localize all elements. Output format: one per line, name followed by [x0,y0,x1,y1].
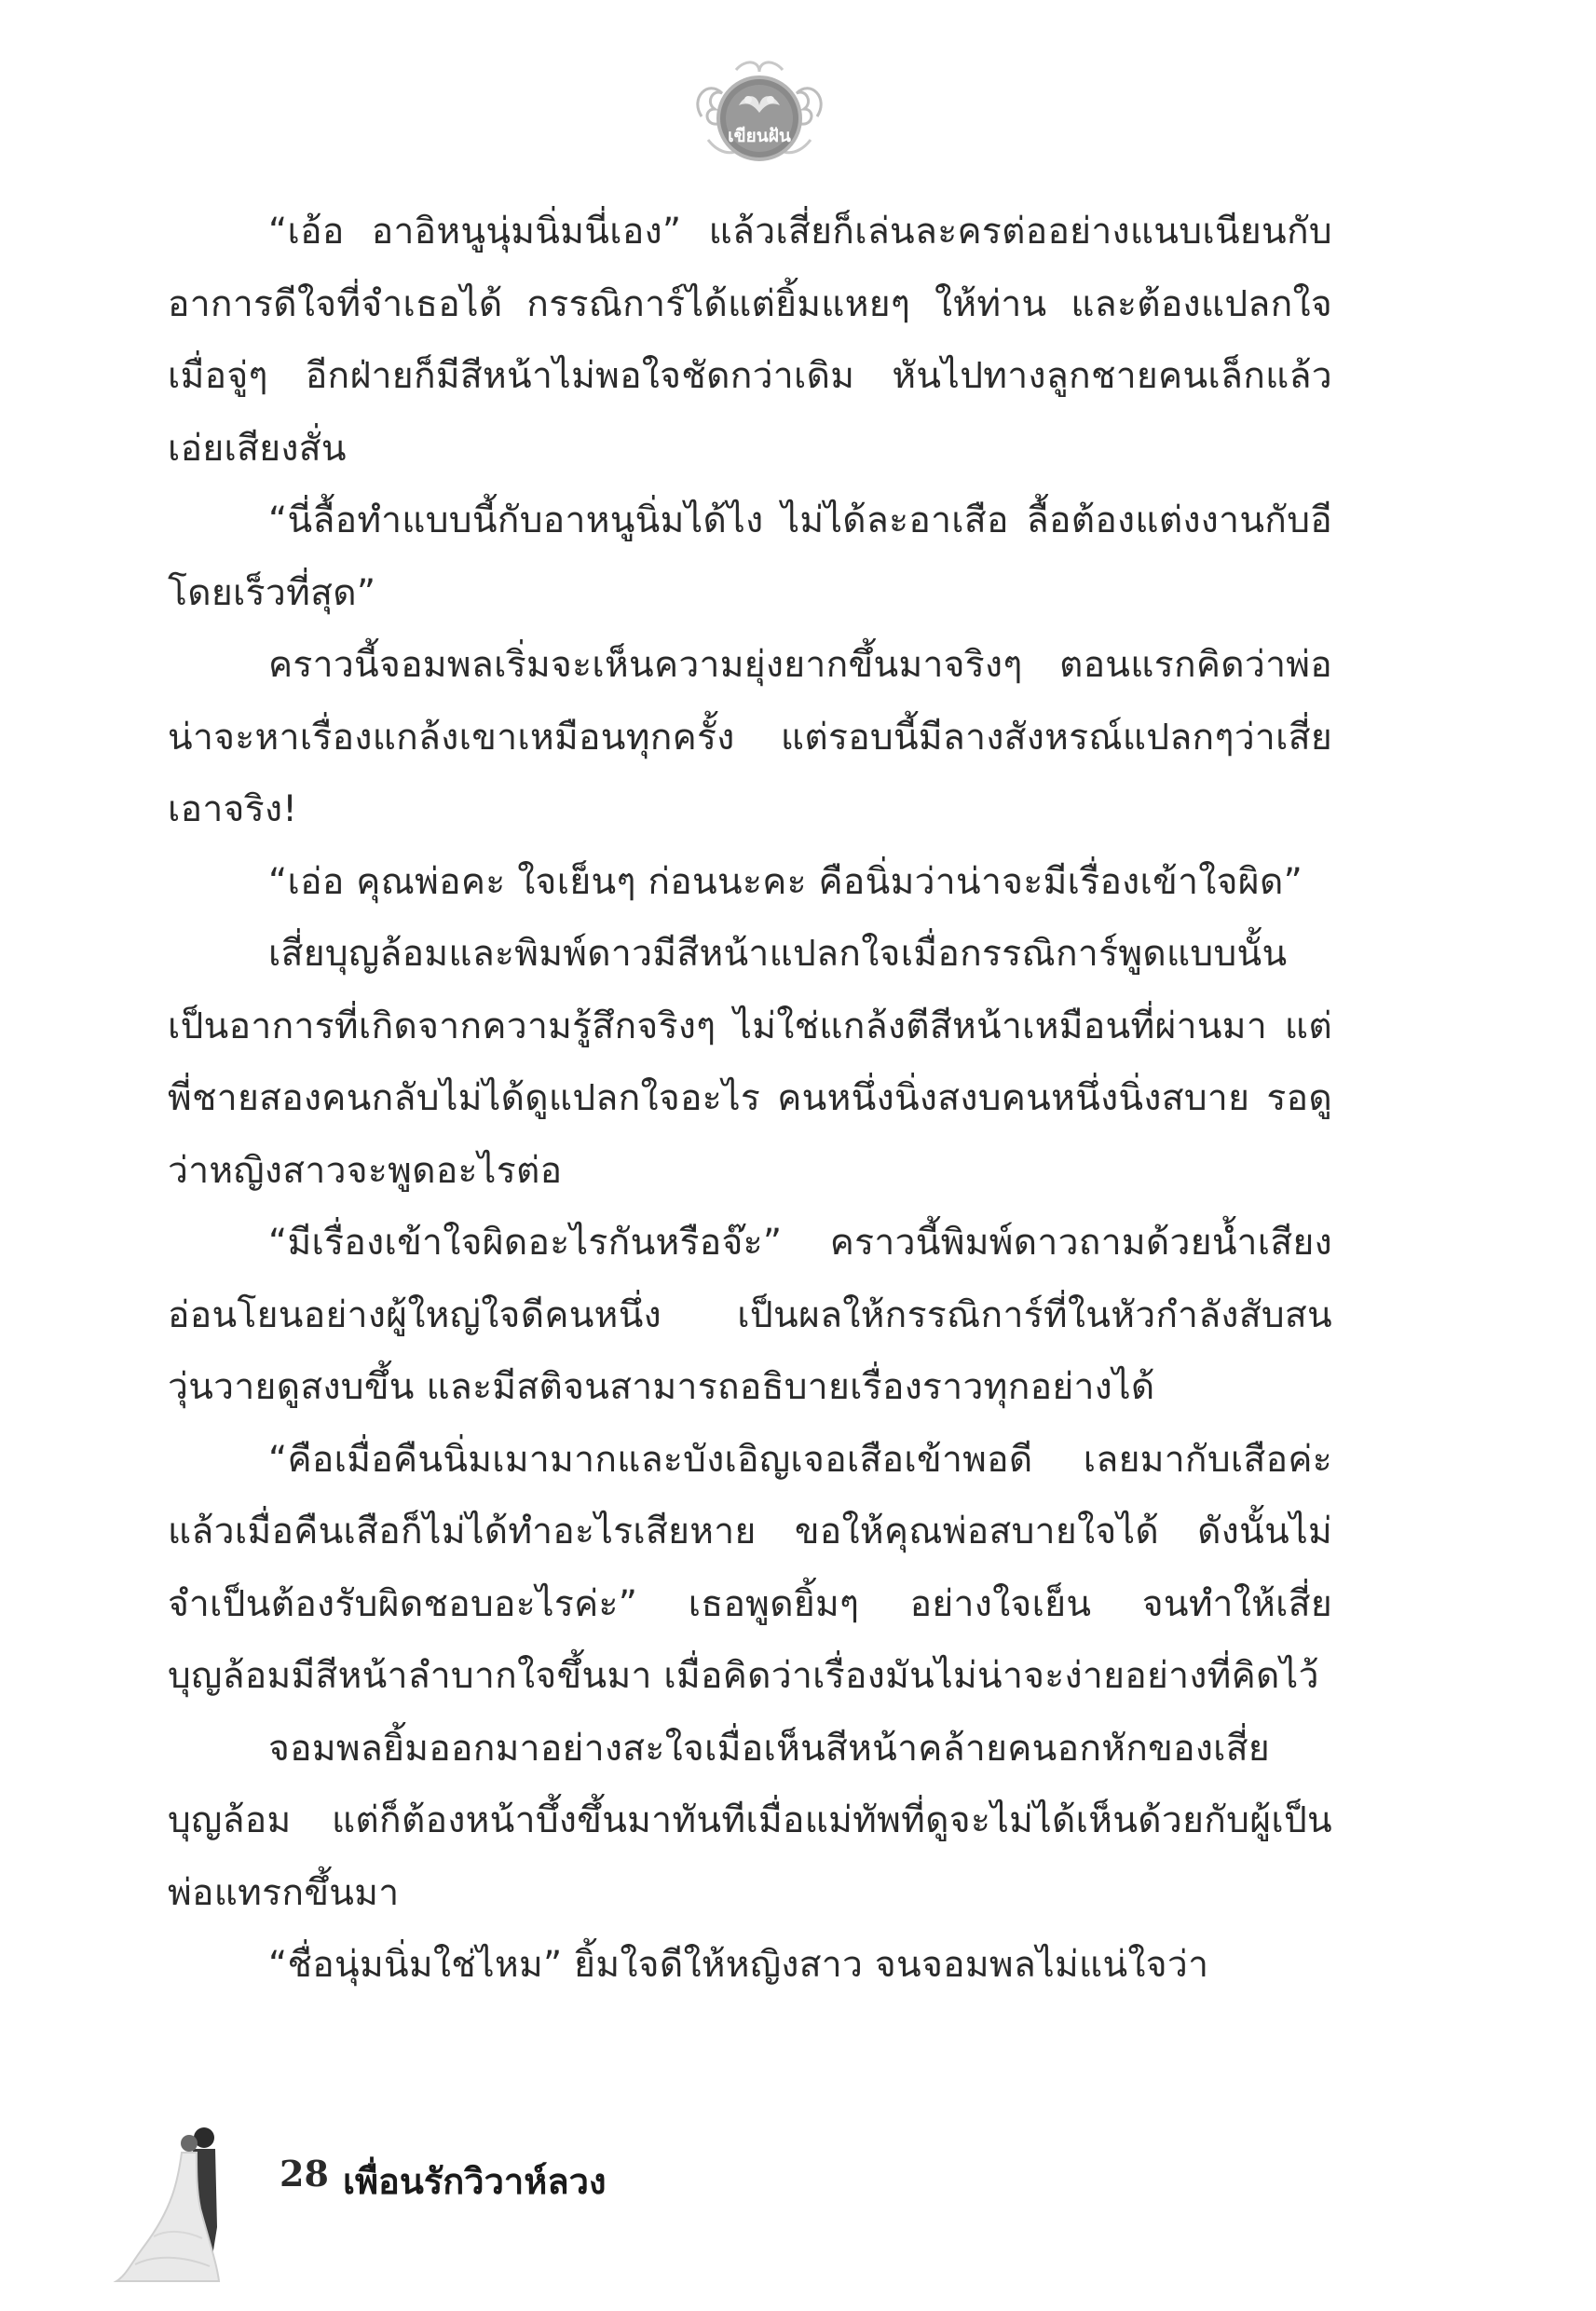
page-number: 28 [280,2153,329,2195]
publisher-logo-text: เขียนฝัน [728,126,791,146]
page-footer [84,2115,922,2283]
publisher-emblem-icon [685,51,834,182]
paragraph: “เอ้อ อาอิหนูนุ่มนิ่มนี่เอง” แล้วเสี่ยก็เล่นละครต่ออย่างแนบเนียนกับอาการดีใจที่จำเธอได้ กรรณิการ์ได้แต่ยิ้มแหยๆ ให้ท่าน และต้องแปลกใจเมื่อจู่ๆ อีกฝ่ายก็มีสีหน้าไม่พอใจชัดกว่าเดิม หันไปทางลูกชายคนเล็กแล้วเอ่ยเสียงสั่น [168,211,1332,470]
paragraph: “เอ่อ คุณพ่อคะ ใจเย็นๆ ก่อนนะคะ คือนิ่มว่าน่าจะมีเรื่องเข้าใจผิด” [268,860,1303,903]
book-title: เพื่อนรักวิวาห์ลวง [343,2161,607,2202]
bride-groom-icon [107,2115,275,2283]
paragraph: “นี่ลื้อทำแบบนี้กับอาหนูนิ่มได้ไง ไม่ได้ละอาเสือ ลื้อต้องแต่งงานกับอีโดยเร็วที่สุด” [168,499,1332,614]
publisher-logo [685,51,834,182]
paragraph: จอมพลยิ้มออกมาอย่างสะใจเมื่อเห็นสีหน้าคล้ายคนอกหักของเสี่ยบุญล้อม แต่ก็ต้องหน้าบึ้งขึ้นมาทันทีเมื่อแม่ทัพที่ดูจะไม่ได้เห็นด้วยกับผู้เป็นพ่อแทรกขึ้นมา [168,1727,1332,1914]
paragraph: “ชื่อนุ่มนิ่มใช่ไหม” ยิ้มใจดีให้หญิงสาว จนจอมพลไม่แน่ใจว่า [268,1944,1209,1986]
paragraph: คราวนี้จอมพลเริ่มจะเห็นความยุ่งยากขึ้นมาจริงๆ ตอนแรกคิดว่าพ่อน่าจะหาเรื่องแกล้งเขาเหมือนทุกครั้ง แต่รอบนี้มีลางสังหรณ์แปลกๆว่าเสี่ยเอาจริง! [168,644,1332,830]
chapter-body [168,196,1332,2087]
paragraph: เสี่ยบุญล้อมและพิมพ์ดาวมีสีหน้าแปลกใจเมื่อกรรณิการ์พูดแบบนั้น เป็นอาการที่เกิดจากความรู้สึกจริงๆ ไม่ใช่แกล้งตีสีหน้าเหมือนที่ผ่านมา แต่พี่ชายสองคนกลับไม่ได้ดูแปลกใจอะไร คนหนึ่งนิ่งสงบคนหนึ่งนิ่งสบาย รอดูว่าหญิงสาวจะพูดอะไรต่อ [168,933,1332,1192]
paragraph: “คือเมื่อคืนนิ่มเมามากและบังเอิญเจอเสือเข้าพอดี เลยมากับเสือค่ะแล้วเมื่อคืนเสือก็ไม่ได้ทำอะไรเสียหาย ขอให้คุณพ่อสบายใจได้ ดังนั้นไม่จำเป็นต้องรับผิดชอบอะไรค่ะ” เธอพูดยิ้มๆ อย่างใจเย็น จนทำให้เสี่ยบุญล้อมมีสีหน้าลำบากใจขึ้นมา เมื่อคิดว่าเรื่องมันไม่น่าจะง่ายอย่างที่คิดไว้ [168,1438,1332,1697]
paragraph: “มีเรื่องเข้าใจผิดอะไรกันหรือจ๊ะ” คราวนี้พิมพ์ดาวถามด้วยน้ำเสียงอ่อนโยนอย่างผู้ใหญ่ใจดีคนหนึ่ง เป็นผลให้กรรณิการ์ที่ในหัวกำลังสับสนวุ่นวายดูสงบขึ้น และมีสติจนสามารถอธิบายเรื่องราวทุกอย่างได้ [168,1222,1332,1408]
